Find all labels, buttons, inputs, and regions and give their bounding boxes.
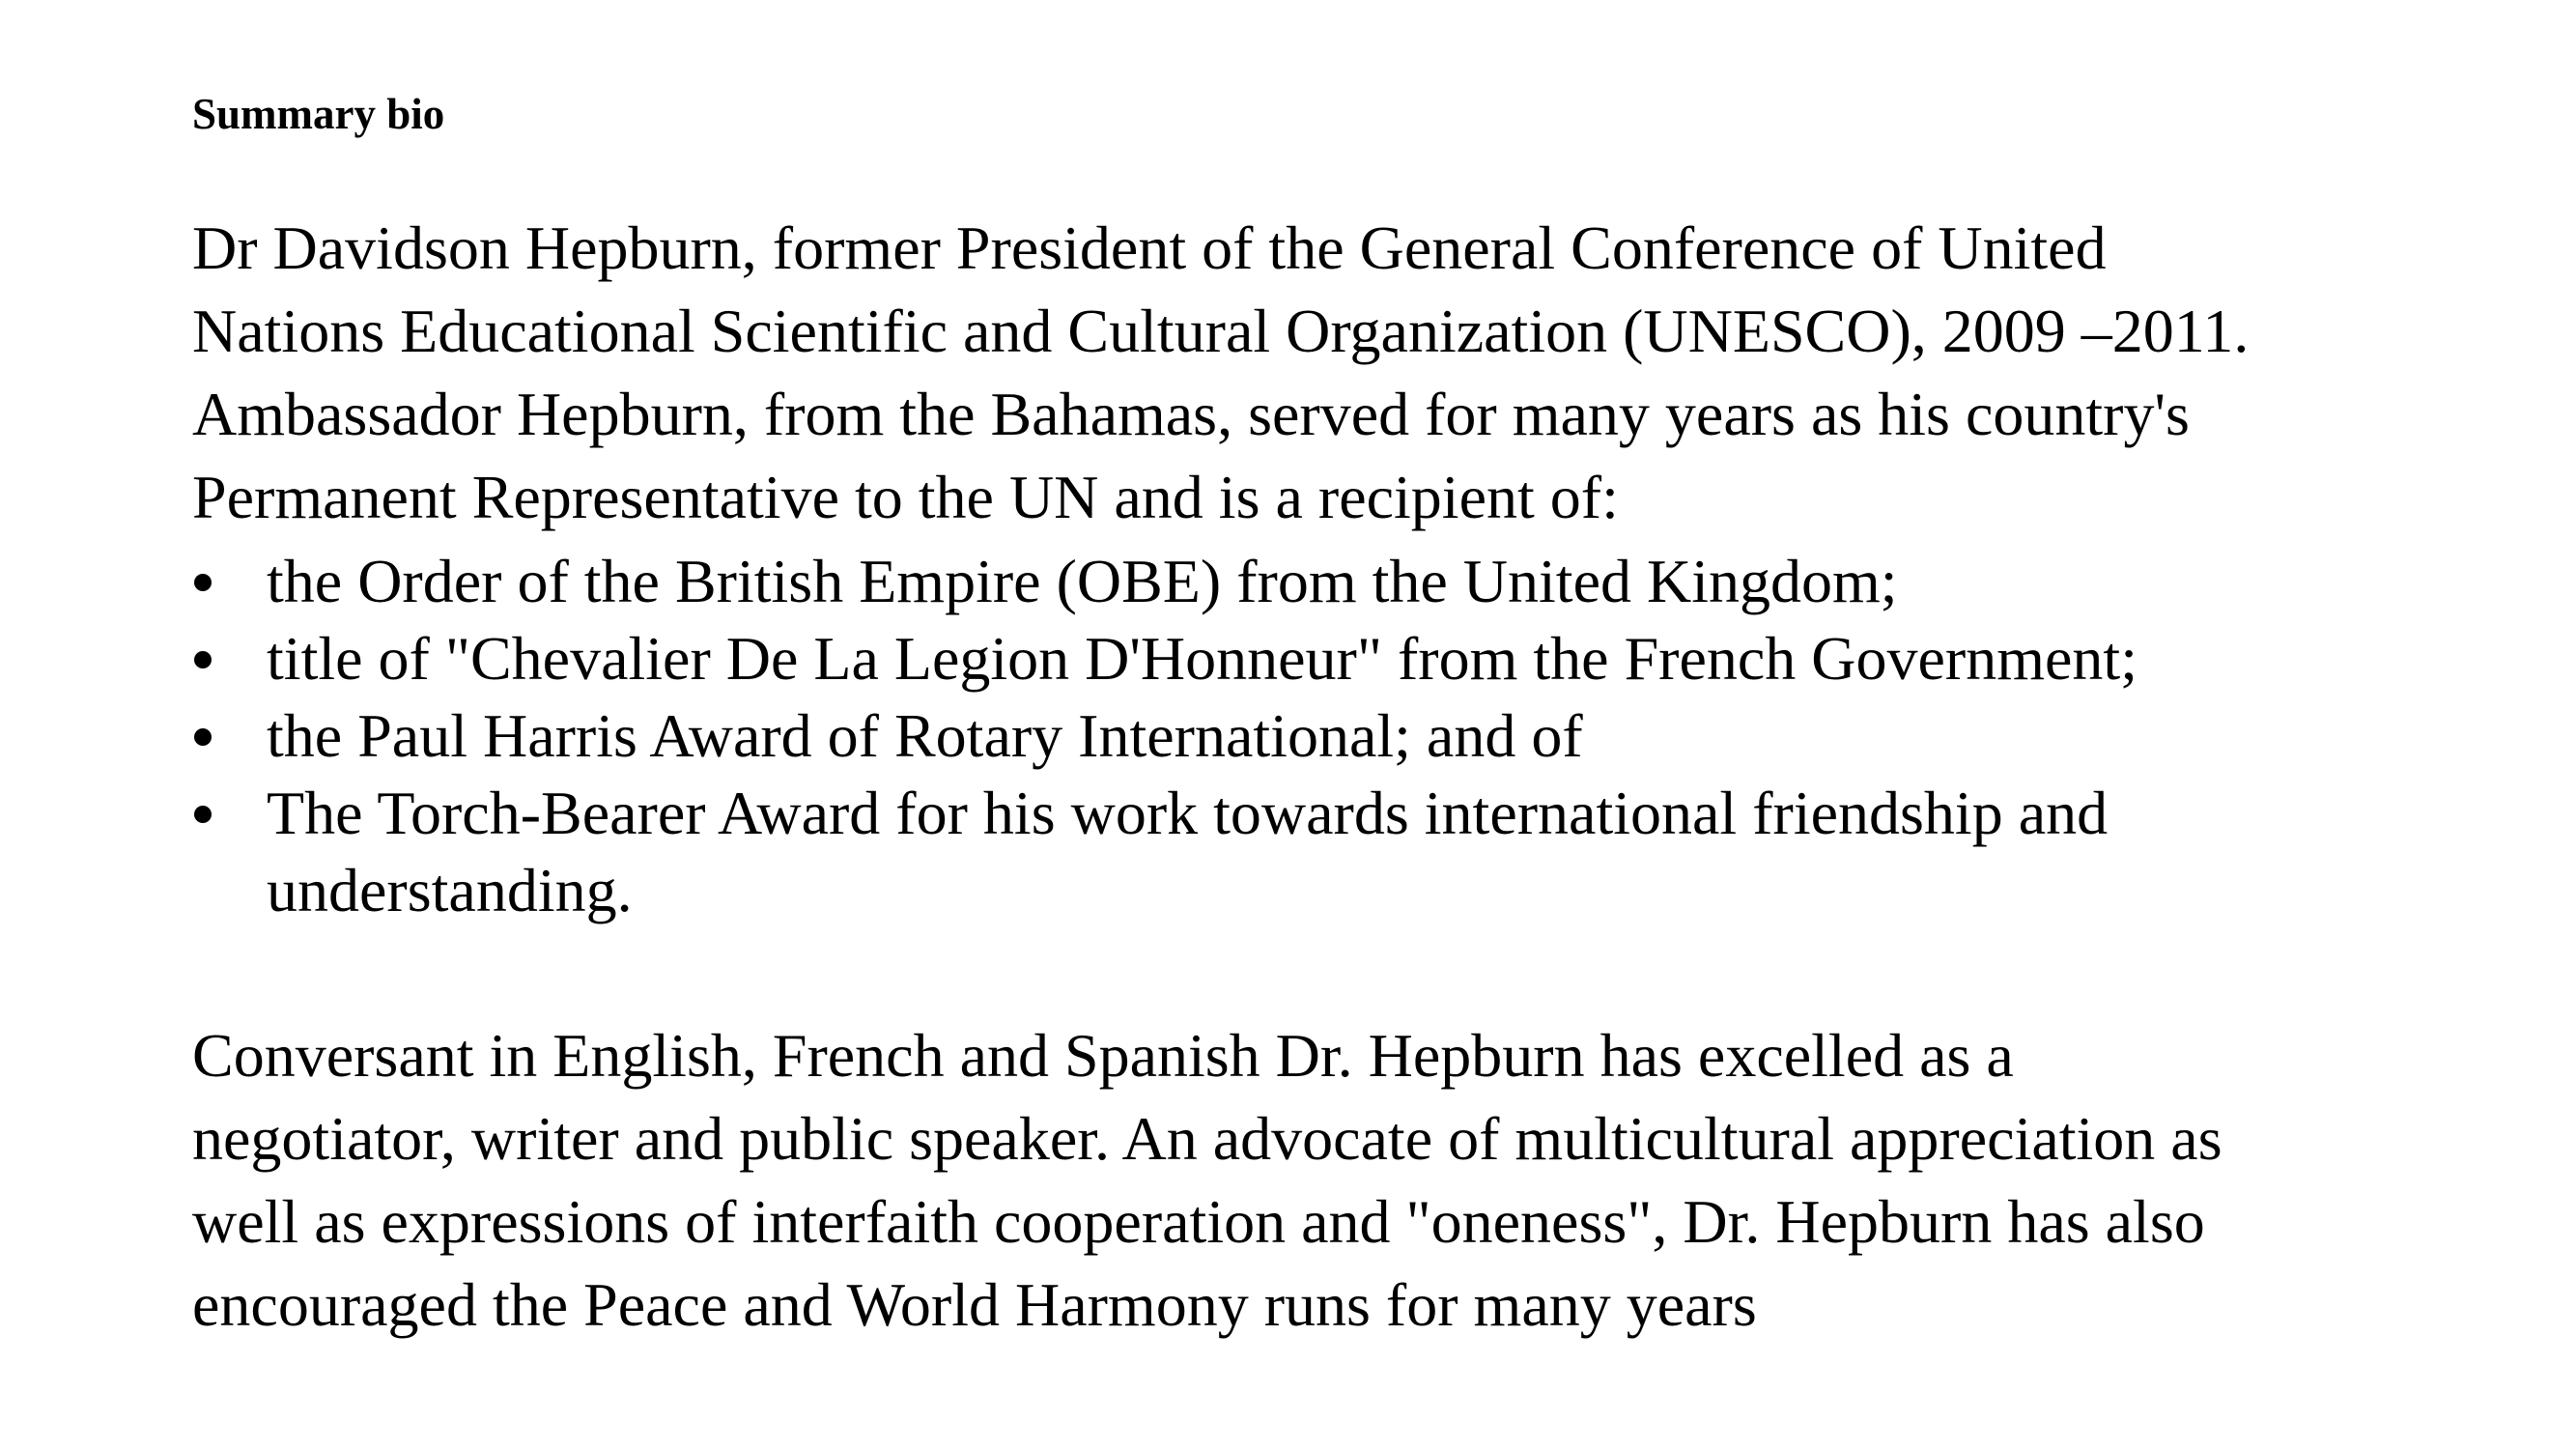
paragraph-line: Dr Davidson Hepburn, former President of the General Conference of United <box>192 213 2107 282</box>
bullet-icon <box>194 806 212 823</box>
list-item-text: understanding. <box>267 856 633 924</box>
list-item-text: title of "Chevalier De La Legion D'Honneur" from the French Government; <box>267 624 2137 693</box>
list-item <box>192 775 2491 929</box>
paragraph-line: Conversant in English, French and Spanish Dr. Hepburn has excelled as a <box>192 1021 2014 1090</box>
list-item-text: the Order of the British Empire (OBE) from the United Kingdom; <box>267 547 1898 615</box>
paragraph-line: Ambassador Hepburn, from the Bahamas, served for many years as his country's <box>192 380 2190 448</box>
list-item <box>192 543 2491 620</box>
list-item-text: the Paul Harris Award of Rotary International; and of <box>267 701 1583 770</box>
paragraph-line: negotiator, writer and public speaker. An advocate of multicultural appreciation as <box>192 1104 2222 1173</box>
bullet-icon <box>194 574 212 591</box>
list-item-text: The Torch-Bearer Award for his work towards international friendship and <box>267 779 2109 847</box>
section-heading: Summary bio <box>192 90 445 138</box>
paragraph-line: Permanent Representative to the UN and is a recipient of: <box>192 463 1619 531</box>
bullet-icon <box>194 728 212 746</box>
list-item <box>192 620 2491 697</box>
list-item <box>192 697 2491 775</box>
paragraph-line: encouraged the Peace and World Harmony runs for many years <box>192 1270 1757 1339</box>
paragraph-line: Nations Educational Scientific and Cultural Organization (UNESCO), 2009 –2011. <box>192 297 2250 365</box>
paragraph-line: well as expressions of interfaith cooperation and "oneness", Dr. Hepburn has also <box>192 1187 2205 1256</box>
intro-paragraph <box>192 207 2491 539</box>
closing-paragraph <box>192 1014 2491 1347</box>
bullet-icon <box>194 651 212 668</box>
awards-list <box>192 543 2491 929</box>
